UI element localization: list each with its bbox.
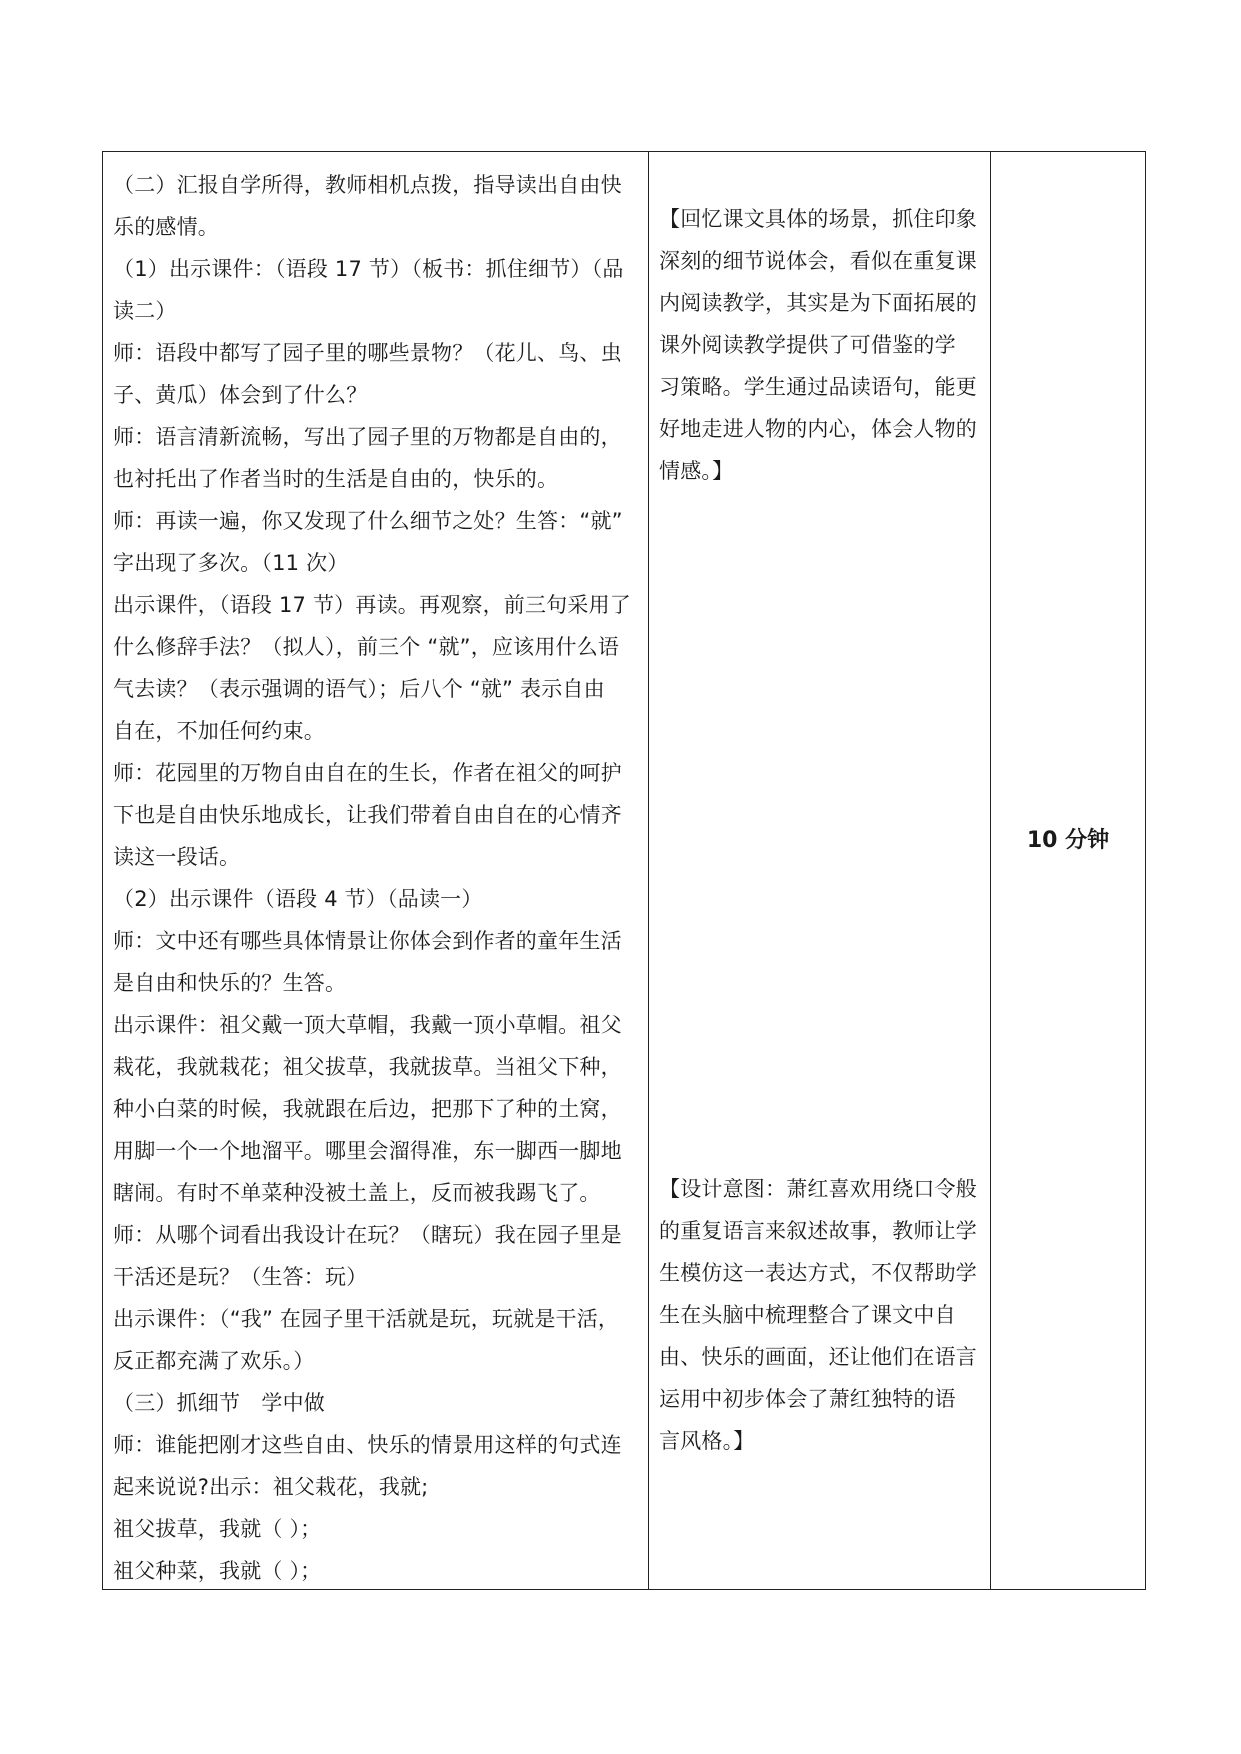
note-line: 习策略。学生通过品读语句，能更	[659, 375, 977, 399]
text-line: 栽花，我就栽花；祖父拔草，我就拔草。当祖父下种，	[113, 1055, 622, 1079]
time-cell	[991, 152, 1145, 1589]
note-line: 运用中初步体会了萧红独特的语	[659, 1387, 956, 1411]
text-line: 气去读？（表示强调的语气）；后八个 “就” 表示自由	[113, 677, 605, 701]
text-line: 用脚一个一个地溜平。哪里会溜得准，东一脚西一脚地	[113, 1139, 622, 1163]
text-line: 祖父拔草，我就（ ）；	[113, 1517, 322, 1541]
note-line: 课外阅读教学提供了可借鉴的学	[659, 333, 956, 357]
time-label: 10 分钟	[1026, 828, 1110, 853]
text-line: （二）汇报自学所得，教师相机点拨，指导读出自由快	[113, 173, 622, 197]
text-line: 出示课件：（“我” 在园子里干活就是玩，玩就是干活，	[113, 1307, 620, 1331]
text-line: 瞎闹。有时不单菜种没被土盖上，反而被我踢飞了。	[113, 1181, 601, 1205]
text-line: 子、黄瓜）体会到了什么？	[113, 383, 368, 407]
text-line: 乐的感情。	[113, 215, 219, 239]
teaching-process-cell	[103, 152, 649, 1589]
teaching-process-text	[113, 164, 642, 1592]
lesson-table	[102, 151, 1146, 1590]
note-line: 生模仿这一表达方式，不仅帮助学	[659, 1261, 977, 1285]
text-line: 读二）	[113, 299, 177, 323]
note-line: 情感。】	[659, 459, 734, 483]
text-line: 读这一段话。	[113, 845, 241, 869]
note-line: 深刻的细节说体会，看似在重复课	[659, 249, 977, 273]
text-line: 什么修辞手法？（拟人），前三个 “就”，应该用什么语	[113, 635, 620, 659]
text-line: 是自由和快乐的？生答。	[113, 971, 347, 995]
text-line: 出示课件，（语段 17 节）再读。再观察，前三句采用了	[113, 593, 631, 617]
text-line: 字出现了多次。（11 次）	[113, 551, 349, 575]
note-line: 【设计意图：萧红喜欢用绕口令般	[659, 1177, 977, 1201]
text-line: 反正都充满了欢乐。）	[113, 1349, 315, 1373]
design-intent-cell	[649, 152, 991, 1589]
note-line: 的重复语言来叙述故事，教师让学	[659, 1219, 977, 1243]
text-line: 师：文中还有哪些具体情景让你体会到作者的童年生活	[113, 929, 622, 953]
note-line: 【回忆课文具体的场景，抓住印象	[659, 207, 977, 231]
note-line: 言风格。】	[659, 1429, 755, 1453]
text-line: （1）出示课件：（语段 17 节）（板书：抓住细节）（品	[113, 257, 624, 281]
text-line: 祖父种菜，我就（ ）；	[113, 1559, 322, 1583]
text-line: 种小白菜的时候，我就跟在后边，把那下了种的土窝，	[113, 1097, 622, 1121]
text-line: 师：花园里的万物自由自在的生长，作者在祖父的呵护	[113, 761, 622, 785]
design-note-recall	[659, 198, 984, 492]
text-line: 下也是自由快乐地成长，让我们带着自由自在的心情齐	[113, 803, 622, 827]
text-line: 起来说说?出示：祖父栽花，我就;	[113, 1475, 429, 1499]
design-note-intent	[659, 1168, 984, 1462]
text-line: 师：语言清新流畅，写出了园子里的万物都是自由的，	[113, 425, 622, 449]
text-line: 师：从哪个词看出我设计在玩？（瞎玩）我在园子里是	[113, 1223, 622, 1247]
note-line: 由、快乐的画面，还让他们在语言	[659, 1345, 977, 1369]
text-line: 干活还是玩？（生答：玩）	[113, 1265, 368, 1289]
text-line: 出示课件：祖父戴一顶大草帽，我戴一顶小草帽。祖父	[113, 1013, 622, 1037]
text-line: 师：谁能把刚才这些自由、快乐的情景用这样的句式连	[113, 1433, 622, 1457]
text-line: （三）抓细节 学中做	[113, 1391, 325, 1415]
text-line: 也衬托出了作者当时的生活是自由的，快乐的。	[113, 467, 559, 491]
note-line: 内阅读教学，其实是为下面拓展的	[659, 291, 977, 315]
text-line: （2）出示课件（语段 4 节）（品读一）	[113, 887, 483, 911]
text-line: 师：再读一遍，你又发现了什么细节之处？生答：“就”	[113, 509, 623, 533]
note-line: 生在头脑中梳理整合了课文中自	[659, 1303, 956, 1327]
text-line: 师：语段中都写了园子里的哪些景物？（花儿、鸟、虫	[113, 341, 622, 365]
note-line: 好地走进人物的内心，体会人物的	[659, 417, 977, 441]
text-line: 自在，不加任何约束。	[113, 719, 325, 743]
